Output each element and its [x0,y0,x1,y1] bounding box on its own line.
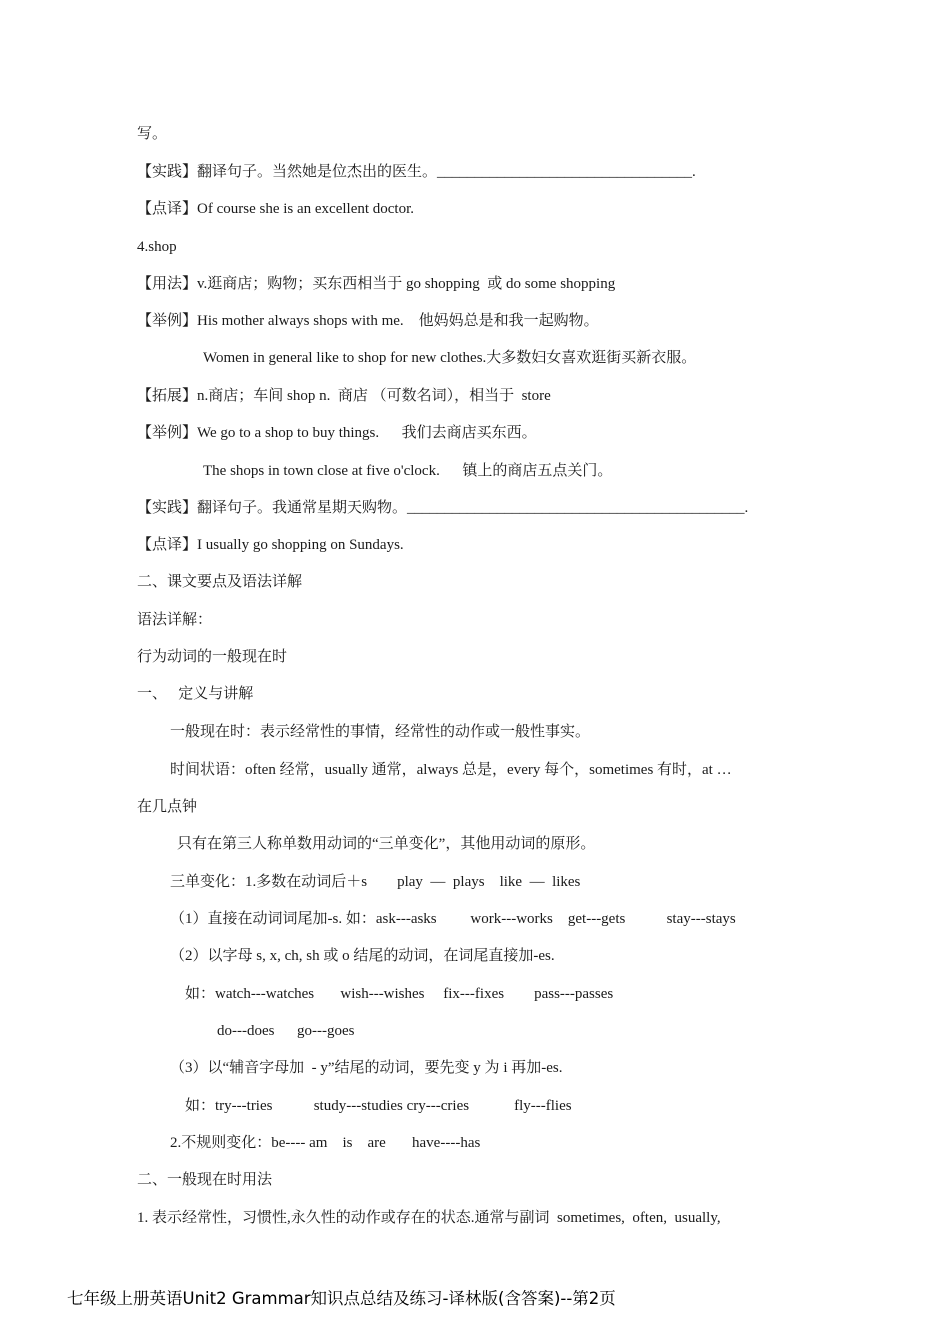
section-heading: 4.shop [137,239,177,255]
section-heading: 二、课文要点及语法详解 [137,574,303,590]
example-line: 【举例】We go to a shop to buy things. 我们去商店买东西。 [137,425,537,441]
body-line: 只有在第三人称单数用动词的“三单变化”，其他用动词的原形。 [177,836,596,852]
rule-line: 2.不规则变化：be---- am is are have----has [170,1135,481,1151]
extension-line: 【拓展】n.商店；车间 shop n. 商店 （可数名词），相当于 store [137,388,551,404]
example-line: 【举例】His mother always shops with me. 他妈妈总是和我一起购物。 [137,313,599,329]
translation-line: 【点译】I usually go shopping on Sundays. [137,537,404,553]
subheading: 行为动词的一般现在时 [137,649,288,665]
body-line: 一般现在时：表示经常性的事情，经常性的动作或一般性事实。 [170,724,591,740]
example-line: Women in general like to shop for new clothes.大多数妇女喜欢逛街买新衣服。 [203,350,697,366]
body-line: 在几点钟 [137,799,198,815]
body-line: 三单变化：1.多数在动词后＋s play — plays like — likes [170,874,581,890]
practice-line: 【实践】翻译句子。当然她是位杰出的医生。__________________________________. [137,164,696,180]
rule-line: （1）直接在动词词尾加-s. 如：ask---asks work---works get---gets stay---stays [170,911,736,927]
translation-line: 【点译】Of course she is an excellent doctor. [137,201,415,217]
rule-line: （3）以“辅音字母加 - y”结尾的动词，要先变 y 为 i 再加-es. [170,1060,563,1076]
usage-line: 【用法】v.逛商店；购物；买东西相当于 go shopping 或 do some shopping [137,276,616,292]
example-line: 如：try---tries study---studies cry---cries fly---flies [185,1098,572,1114]
subheading: 一、 定义与讲解 [137,686,254,702]
subheading: 语法详解： [137,612,213,628]
rule-line: （2）以字母 s, x, ch, sh 或 o 结尾的动词，在词尾直接加-es. [170,948,555,964]
practice-line: 【实践】翻译句子。我通常星期天购物。_____________________________________________. [137,500,749,516]
page-footer: 七年级上册英语Unit2 Grammar知识点总结及练习-译林版(含答案)--第2页 [67,1289,616,1308]
body-line: 时间状语：often 经常，usually 通常，always 总是，every 每个，sometimes 有时，at … [170,762,732,778]
example-line: 如：watch---watches wish---wishes fix---fixes pass---passes [185,986,614,1002]
body-line: 1. 表示经常性，习惯性,永久性的动作或存在的状态.通常与副词 sometimes, often, usually, [137,1210,721,1226]
text-line: 写。 [137,126,168,142]
section-heading: 二、一般现在时用法 [137,1172,273,1188]
example-line: do---does go---goes [217,1023,355,1039]
example-line: The shops in town close at five o'clock. 镇上的商店五点关门。 [203,463,613,479]
